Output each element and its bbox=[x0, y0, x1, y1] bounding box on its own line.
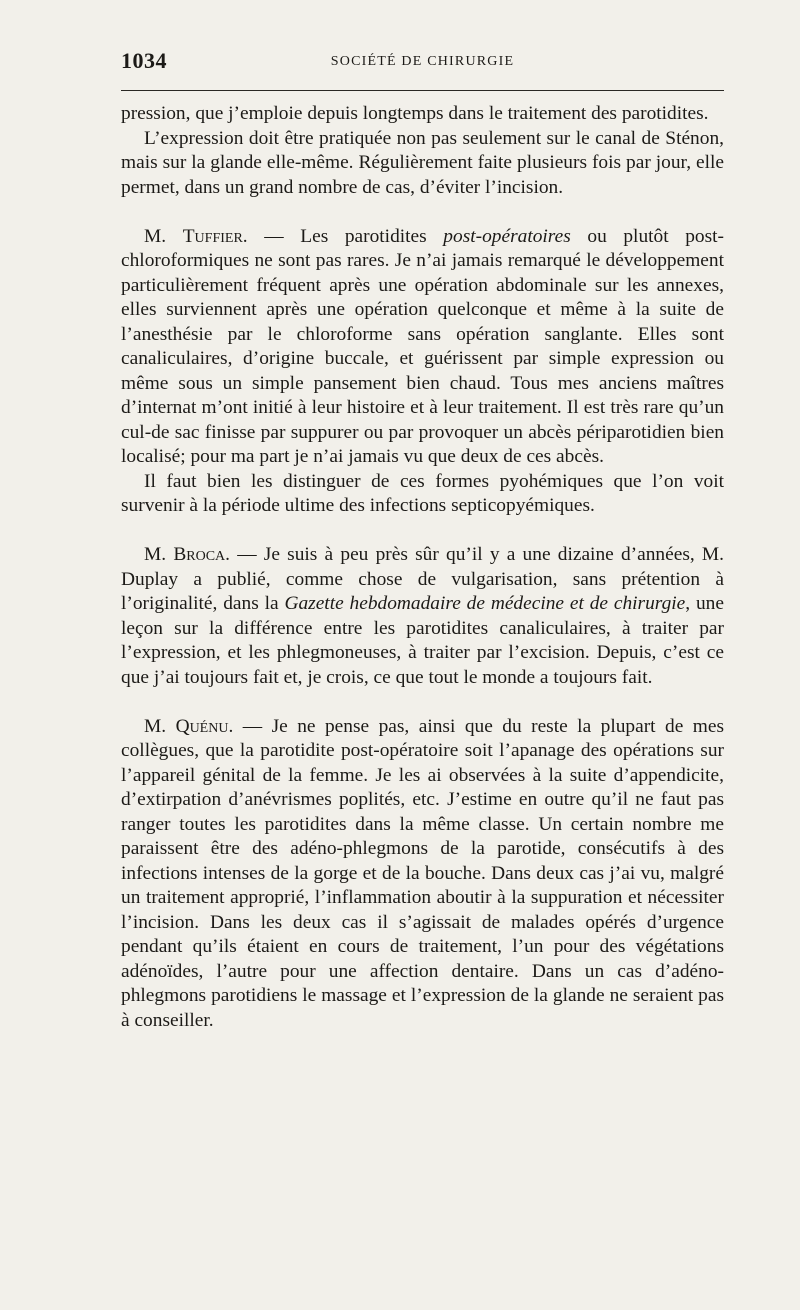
speaker-name: Broca. bbox=[173, 544, 230, 565]
header-rule bbox=[121, 90, 724, 91]
paragraph-text: Il faut bien les distinguer de ces formes pyohémiques que l’on voit survenir à la période ultime des infections septicopyémiques. bbox=[121, 470, 724, 516]
paragraph-broca bbox=[121, 543, 724, 690]
paragraph-text: — Je ne pense pas, ainsi que du reste la plupart de mes collègues, que la parotidite post-opératoire soit l’apanage des opérations sur l’appareil génital de la femme. Je les ai observées à la suite d’appendicite, d’extirpation d’anévrismes poplités, etc. J’estime en outre qu’il ne faut pas ranger toutes les parotidites dans la même classe. Un certain nombre me paraissent être des adéno-phlegmons de la parotide, consécutifs à des infections intenses de la gorge et de la bouche. Dans deux cas j’ai vu, malgré un traitement approprié, l’inflammation aboutir à la suppuration et nécessiter l’incision. Dans les deux cas il s’agissait de malades opérés d’urgence pendant qu’ils étaient en cours de traitement, l’un pour des végétations adénoïdes, l’autre pour une affection dentaire. Dans un cas d’adéno-phlegmons parotidiens le massage et l’expression de la glande ne seraient pas à conseiller. bbox=[121, 715, 725, 1031]
speaker-prefix: M. bbox=[144, 544, 174, 565]
speaker-prefix: M. bbox=[144, 225, 183, 247]
speaker-prefix: M. bbox=[144, 715, 176, 737]
paragraph-text: — Je suis à peu près sûr qu’il y a une dizaine d’années, M. Duplay a publié, comme chose de vulgarisation, sans prétention à l’originalité, dans la bbox=[121, 544, 725, 614]
paragraph-expression bbox=[121, 127, 724, 201]
paragraph-continuation bbox=[121, 102, 724, 127]
page-header bbox=[121, 48, 724, 78]
speaker-name: Quénu. bbox=[175, 715, 234, 737]
speaker-name: Tuffier. bbox=[182, 225, 248, 247]
continuation-text: pression, que j’emploie depuis longtemps dans le traitement des parotidites. bbox=[121, 103, 709, 124]
paragraph-distinguish bbox=[121, 470, 724, 519]
paragraph-text: , une leçon sur la différence entre les parotidites canaliculaires, à traiter par l’expression, et les phlegmoneuses, à traiter par l’excision. Depuis, c’est ce que j’ai toujours fait et, je crois, ce que tout le monde a toujours fait. bbox=[121, 593, 724, 688]
italic-term: post-opératoires bbox=[443, 225, 571, 247]
paragraph-text: ou plutôt post-chloroformiques ne sont pas rares. Je n’ai jamais remarqué le développement particulièrement fréquent après une opération abdominale sur les annexes, elles surviennent après une opération quelconque et même à la suite de l’anesthésie par le chloroforme sans opération sanglante. Elles sont canaliculaires, d’origine buccale, et guérissent par simple expression ou même sous un simple pansement bien chaud. Tous mes anciens maîtres d’internat m’ont initié à leur histoire et à leur traitement. Il est très rare qu’un cul-de sac finisse par suppurer ou par provoquer un abcès périparotidien bien localisé; pour ma part je n’ai jamais vu que deux de ces abcès. bbox=[121, 225, 724, 467]
page-number: 1034 bbox=[121, 48, 167, 73]
paragraph-text: L’expression doit être pratiquée non pas seulement sur le canal de Sténon, mais sur la glande elle-même. Régulièrement faite plusieurs fois par jour, elle permet, dans un grand nombre de cas, d’éviter l’incision. bbox=[121, 127, 724, 198]
paragraph-tuffier bbox=[121, 225, 724, 470]
running-title: SOCIÉTÉ DE CHIRURGIE bbox=[330, 54, 515, 69]
italic-journal-title: Gazette hebdomadaire de médecine et de chirurgie bbox=[284, 593, 686, 614]
paragraph-text: — Les parotidites bbox=[247, 225, 444, 247]
body-text bbox=[121, 102, 724, 1033]
paragraph-quenu bbox=[121, 715, 724, 1034]
